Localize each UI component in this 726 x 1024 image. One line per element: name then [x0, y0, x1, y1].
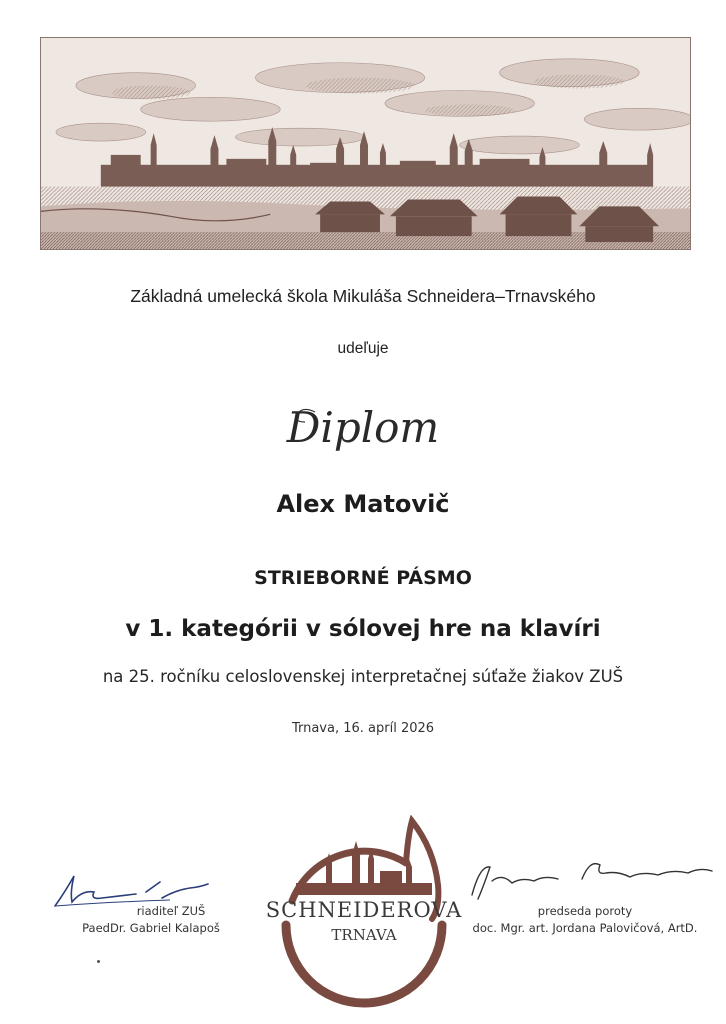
director-signature-block	[56, 903, 246, 936]
logo-line2: TRNAVA	[331, 926, 397, 944]
director-name: PaedDr. Gabriel Kalapoš	[82, 920, 220, 935]
awards-text: udeľuje	[337, 340, 389, 357]
jury-chair-role: predseda poroty	[537, 904, 633, 918]
competition-text: na 25. ročníku celoslovenskej interpretačnej súťaže žiakov ZUŠ	[102, 667, 624, 686]
jury-chair-name: doc. Mgr. art. Jordana Palovičová, ArtD.	[472, 920, 698, 935]
jury-chair-signature-icon	[462, 855, 722, 905]
music-note-town-logo-icon	[256, 815, 472, 1015]
diploma-title-text: Diplom	[286, 403, 440, 452]
town-panorama-engraving-icon	[41, 38, 690, 249]
director-role: riaditeľ ZUŠ	[136, 904, 206, 918]
jury-chair-signature-block	[470, 903, 700, 936]
award-category: v 1. kategórii v sólovej hre na klavíri	[125, 616, 601, 642]
town-engraving	[40, 37, 691, 250]
school-name: Základná umelecká škola Mikuláša Schneidera–Trnavského	[130, 286, 596, 306]
recipient-name: Alex Matovič	[276, 490, 450, 518]
place-date: Trnava, 16. apríl 2026	[291, 721, 435, 736]
diploma-title	[0, 392, 726, 462]
schneiderova-logo	[256, 815, 472, 1015]
award-band: STRIEBORNÉ PÁSMO	[254, 567, 472, 589]
stray-mark	[97, 960, 100, 963]
logo-line1: SCHNEIDEROVA	[265, 898, 463, 922]
